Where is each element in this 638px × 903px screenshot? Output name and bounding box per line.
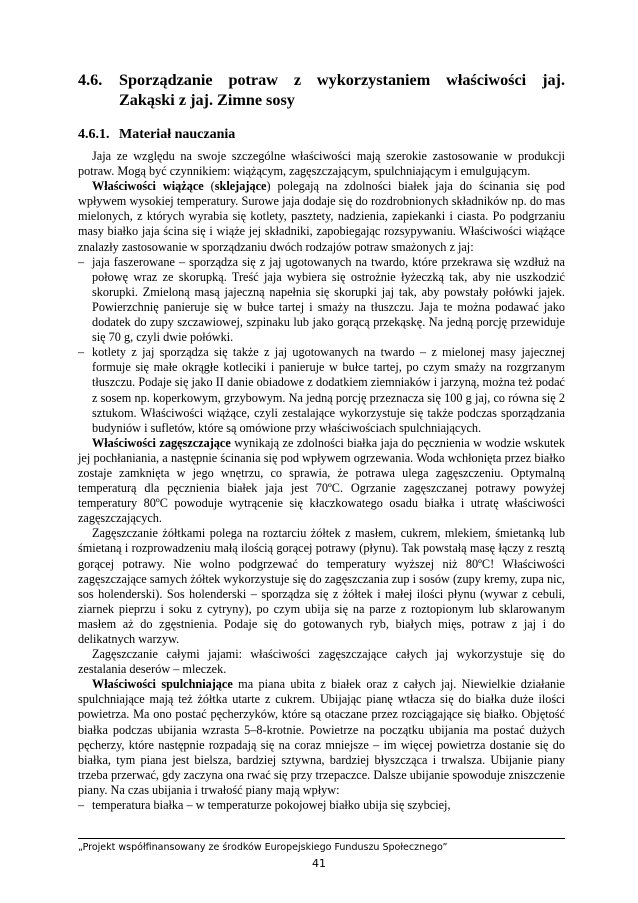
page-number: 41	[312, 857, 326, 870]
section-heading	[78, 70, 565, 110]
list-item-egg-cutlets	[78, 345, 565, 436]
body-text	[78, 149, 565, 813]
dash-bullet: –	[78, 254, 85, 269]
list-item-text: temperatura białka – w temperaturze pokojowej białko ubija się szybciej,	[92, 798, 451, 813]
paragraph-binding-properties	[78, 179, 565, 254]
paragraph-leavening-text: ma piana ubita z białek oraz z całych jaj. Niewielkie działanie spulchniające mają też żółtka utarte z cukrem. Ubijając pianę wtłacza się do białka duże ilości powietrza. Ma ono postać pęcherzyków, które są otaczane przez rozciągające się białko. Objętość białka podczas ubijania wzrasta 5–8-krotnie. Powietrze na początku ubijania ma postać dużych pęcherzy, które następnie rozpadają się na coraz mniejsze – im więcej powietrza dostanie się do białka, tym piana jest bielsza, bardziej sztywna, bardziej błyszcząca i trwalsza. Ubijanie piany trzeba przerwać, gdy zaczyna ona rwać się przy trzepaczce. Dalsze ubijanie spowoduje zniszczenie piany. Na czas ubijania i trwałość piany mają wpływ:	[78, 677, 565, 797]
section-number: 4.6.	[78, 71, 103, 89]
footer-note: „Projekt współfinansowany ze środków Europejskiego Funduszu Społecznego”	[78, 842, 448, 853]
paragraph-leavening-properties	[78, 677, 565, 798]
paragraph-intro: Jaja ze względu na swoje szczególne właściwości mają szerokie zastosowanie w produkcji potraw. Mogą być czynnikiem: wiążącym, zagęszczającym, spulchniającym i emulgującym.	[78, 149, 565, 179]
list-item-stuffed-eggs	[78, 255, 565, 346]
dash-bullet: –	[78, 798, 85, 813]
dash-bullet: –	[78, 345, 85, 360]
paragraph-thickening-text: wynikają ze zdolności białka jaja do pęcznienia w wodzie wskutek jej pochłaniania, a następnie ścinania się pod wpływem ogrzewania. Woda wchłonięta przez białko zostaje zamknięta w jego wnętrzu, co sprawia, że potrawa ulega zagęszczeniu. Optymalną temperaturą dla pęcznienia białek jaja jest 70ºC. Ogrzanie zagęszczanej potrawy powyżej temperatury 80ºC powoduje wytrącenie się kłaczkowatego osadu białka i utratę właściwości zagęszczających.	[78, 435, 565, 526]
subsection-heading	[78, 126, 565, 143]
list-item-egg-white-temperature	[78, 798, 565, 813]
list-item-text: kotlety z jaj sporządza się także z jaj ugotowanych na twardo – z mielonej masy jajecznej formuje się małe okrągłe kotleciki i panieruje w bułce tartej, po czym smaży na rozgrzanym tłuszczu. Podaje się jako II danie obiadowe z dodatkiem ziemniaków i jarzyną, można też podać z sosem np. koperkowym, grzybowym. Na jedną porcję przeznacza się 100 g jaj, co równa się 2 sztukom. Właściwości wiążące, czyli zestalające wykorzystuje się także podczas sporządzania budyniów i sufletów, które są omówione przy właściwościach spulchniających.	[92, 345, 565, 435]
footer-divider	[78, 838, 565, 839]
paragraph-binding-text: ) polegają na zdolności białek jaja do ścinania się pod wpływem wysokiej temperatury. Surowe jaja dodaje się do rozdrobnionych składników np. do mas mielonych, z których wyrabia się kotlety, pasztety, nadzienia, zapiekanki i ciasta. Po podgrzaniu masy białko jaja ścina się i wiąże jej składniki, zapobiegając rozsypywaniu. Właściwości wiążące znalazły zastosowanie w sporządzaniu dwóch rodzajów potraw smażonych z jaj:	[78, 179, 565, 254]
paragraph-whole-egg-thickening: Zagęszczanie całymi jajami: właściwości zagęszczające całych jaj wykorzystuje się do zestalania deserów – mleczek.	[78, 647, 565, 677]
term-sticking: sklejające	[214, 179, 267, 194]
paren-open: (	[203, 179, 215, 194]
page-content	[78, 70, 565, 813]
paragraph-yolk-thickening: Zagęszczanie żółtkami polega na roztarciu żółtek z masłem, cukrem, mlekiem, śmietanką lub śmietaną i rozprowadzeniu małą ilością gorącej potrawy (płynu). Tak powstałą masę łączy z resztą gorącej potrawy. Nie wolno podgrzewać do temperatury wyższej niż 80ºC! Właściwości zagęszczające samych żółtek wykorzystuje się do zagęszczania zup i sosów (zupy kremy, zupa nic, sos holenderski). Sos holenderski – sporządza się z żółtek i małej ilości płynu (wywar z cebuli, ziarnek pieprzu i soku z cytryny), po czym ubija się na parze z roztopionym lub sklarowanym masłem aż do zgęstnienia. Podaje się do gotowanych ryb, białych mięs, potraw z jaj i do delikatnych warzyw.	[78, 526, 565, 646]
term-leavening-properties: Właściwości spulchniające	[92, 677, 233, 692]
list-item-text: jaja faszerowane – sporządza się z jaj ugotowanych na twardo, które przekrawa się wzdłuż na połowę wraz ze skorupką. Treść jaja wybiera się ostrożnie łyżeczką tak, aby nie uszkodzić skorupki. Zmieloną masą jajeczną napełnia się skorupki jaj tak, aby powstały połówki jajek. Powierzchnię panieruje się w bułce tartej i smaży na tłuszczu. Jaja te można podawać jako dodatek do zupy szczawiowej, szpinaku lub jako gorącą przekąskę. Na jedną porcję przewiduje się 70 g, czyli dwie połówki.	[92, 254, 565, 345]
subsection-title: Materiał nauczania	[119, 127, 236, 142]
section-title: Sporządzanie potraw z wykorzystaniem właściwości jaj. Zakąski z jaj. Zimne sosy	[119, 71, 565, 109]
term-binding-properties: Właściwości wiążące	[92, 179, 204, 194]
paragraph-thickening-properties	[78, 436, 565, 527]
subsection-number: 4.6.1.	[78, 127, 110, 142]
term-thickening-properties: Właściwości zagęszczające	[92, 435, 231, 450]
